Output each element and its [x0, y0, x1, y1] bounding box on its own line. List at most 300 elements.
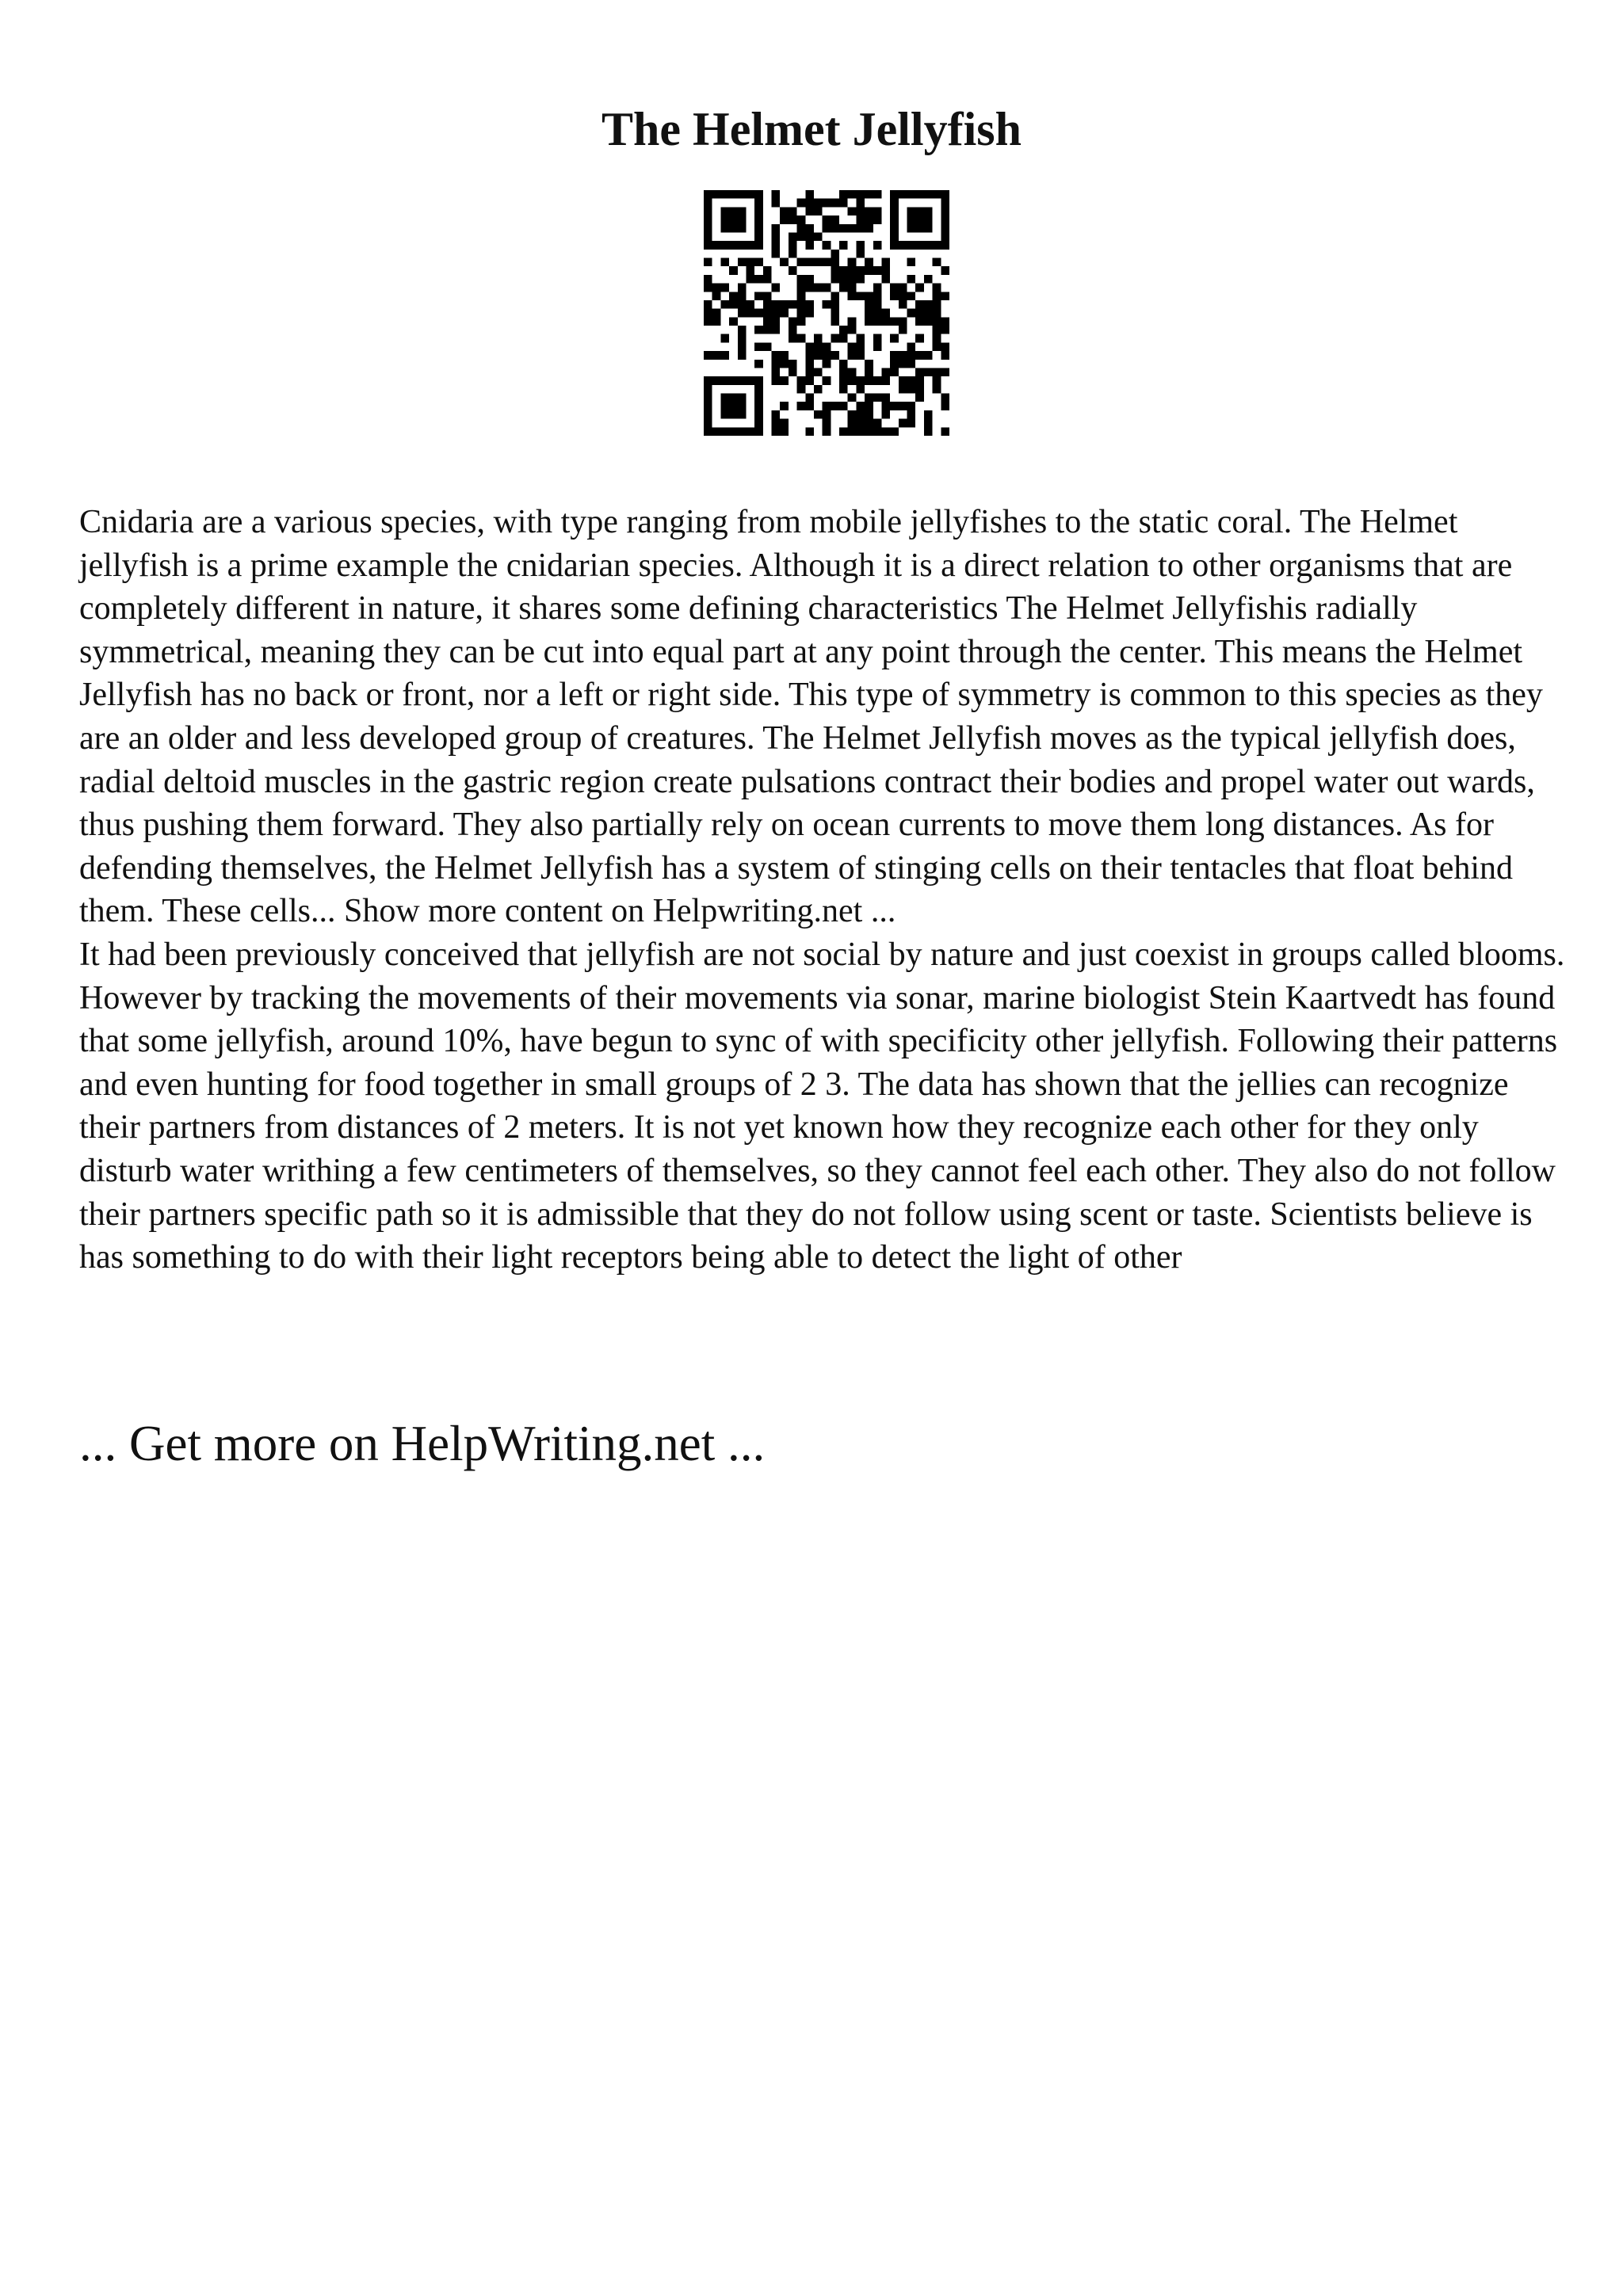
qr-module [704, 402, 712, 410]
qr-module [907, 419, 916, 428]
qr-module [907, 385, 916, 394]
qr-module [856, 199, 865, 208]
qr-module [899, 402, 907, 410]
qr-module [881, 376, 890, 385]
qr-module [772, 410, 781, 419]
qr-module [738, 207, 747, 215]
qr-module [831, 275, 839, 284]
qr-module [823, 224, 831, 233]
qr-module [772, 241, 781, 250]
qr-module [865, 427, 873, 436]
qr-module [746, 309, 754, 318]
qr-module [763, 342, 772, 351]
qr-module [789, 241, 797, 250]
qr-module [873, 376, 882, 385]
qr-module [823, 300, 831, 309]
qr-module [856, 224, 865, 233]
qr-module [873, 266, 882, 275]
qr-module [848, 275, 857, 284]
qr-module [899, 190, 907, 199]
qr-module [839, 368, 848, 376]
qr-module [772, 360, 781, 368]
qr-module [754, 232, 763, 241]
qr-module [839, 360, 848, 368]
qr-module [873, 190, 882, 199]
qr-module [865, 410, 873, 419]
qr-module [890, 360, 899, 368]
qr-module [772, 284, 781, 292]
qr-module [823, 351, 831, 360]
qr-module [890, 241, 899, 250]
qr-module [915, 284, 924, 292]
qr-module [772, 351, 781, 360]
qr-module [941, 351, 949, 360]
qr-module [738, 241, 747, 250]
qr-module [746, 275, 754, 284]
qr-module [805, 232, 814, 241]
qr-module [933, 334, 941, 343]
qr-module [746, 300, 754, 309]
qr-module [738, 376, 747, 385]
qr-module [915, 241, 924, 250]
qr-module [772, 368, 781, 376]
qr-module [814, 258, 823, 267]
qr-module [848, 284, 857, 292]
qr-module [772, 300, 781, 309]
qr-module [831, 317, 839, 326]
qr-module [789, 232, 797, 241]
qr-module [720, 207, 729, 215]
qr-module [873, 427, 882, 436]
qr-module [915, 351, 924, 360]
qr-module [924, 427, 933, 436]
qr-module [865, 190, 873, 199]
qr-module [907, 292, 916, 300]
qr-module [763, 275, 772, 284]
qr-module [704, 258, 712, 267]
qr-module [839, 326, 848, 334]
qr-module [797, 334, 806, 343]
qr-module [941, 241, 949, 250]
qr-module [763, 266, 772, 275]
qr-module [873, 334, 882, 343]
qr-module [865, 317, 873, 326]
qr-module [924, 215, 933, 224]
qr-module [763, 309, 772, 318]
qr-module [924, 207, 933, 215]
qr-module [805, 284, 814, 292]
qr-module [873, 309, 882, 318]
qr-module [899, 376, 907, 385]
qr-module [899, 360, 907, 368]
qr-module [720, 190, 729, 199]
qr-module [907, 275, 916, 284]
qr-module [848, 427, 857, 436]
qr-module [814, 232, 823, 241]
qr-module [941, 342, 949, 351]
qr-module [839, 224, 848, 233]
qr-module [780, 351, 789, 360]
qr-module [865, 258, 873, 267]
qr-module [780, 258, 789, 267]
qr-module [890, 190, 899, 199]
qr-module [873, 284, 882, 292]
qr-module [848, 342, 857, 351]
qr-module [915, 317, 924, 326]
qr-module [856, 190, 865, 199]
qr-module [831, 292, 839, 300]
qr-module [839, 402, 848, 410]
qr-module [797, 224, 806, 233]
qr-module [865, 207, 873, 215]
qr-module [720, 258, 729, 267]
qr-module [856, 376, 865, 385]
qr-module [805, 258, 814, 267]
qr-module [738, 190, 747, 199]
qr-module [720, 410, 729, 419]
qr-module [712, 241, 721, 250]
qr-module [789, 266, 797, 275]
qr-module [805, 376, 814, 385]
qr-module [805, 402, 814, 410]
qr-module [915, 309, 924, 318]
qr-module [704, 232, 712, 241]
qr-module [865, 300, 873, 309]
qr-module [907, 215, 916, 224]
qr-module [881, 427, 890, 436]
qr-module [814, 410, 823, 419]
qr-module [772, 250, 781, 258]
qr-module [831, 199, 839, 208]
qr-module [933, 385, 941, 394]
qr-module [933, 284, 941, 292]
qr-module [738, 342, 747, 351]
qr-module [915, 385, 924, 394]
get-more-link[interactable]: ... Get more on HelpWriting.net ... [79, 1416, 766, 1471]
qr-module [865, 292, 873, 300]
qr-module [814, 284, 823, 292]
qr-module [704, 419, 712, 428]
qr-module [754, 241, 763, 250]
qr-module [899, 284, 907, 292]
qr-module [890, 292, 899, 300]
qr-module [831, 250, 839, 258]
qr-module [831, 300, 839, 309]
qr-module [738, 334, 747, 343]
qr-module [873, 419, 882, 428]
qr-module [823, 427, 831, 436]
qr-module [805, 342, 814, 351]
qr-module [789, 250, 797, 258]
qr-module [848, 351, 857, 360]
qr-module [839, 190, 848, 199]
qr-module [924, 241, 933, 250]
qr-module [890, 207, 899, 215]
qr-module [772, 309, 781, 318]
qr-module [780, 376, 789, 385]
qr-module [881, 402, 890, 410]
qr-module [738, 326, 747, 334]
qr-module [754, 326, 763, 334]
qr-module [873, 207, 882, 215]
qr-module [933, 342, 941, 351]
qr-module [729, 402, 738, 410]
qr-module [704, 190, 712, 199]
qr-module [907, 190, 916, 199]
qr-module [899, 317, 907, 326]
qr-module [814, 334, 823, 343]
qr-module [712, 351, 721, 360]
qr-module [754, 360, 763, 368]
qr-module [933, 376, 941, 385]
qr-module [797, 275, 806, 284]
qr-module [720, 402, 729, 410]
qr-module [754, 309, 763, 318]
paragraph-1: Cnidaria are a various species, with type ranging from mobile jellyfishes to the static coral. The Helmet jellyfish is a prime example the cnidarian species. Although it is a direct relation to other organisms that are completely different in nature, it shares some defining characteristics The Helmet Jellyfishis radially symmetrical, meaning they can be cut into equal part at any point through the center. This means the Helmet Jellyfish has no back or front, nor a left or right side. This type of symmetry is common to this species as they are an older and less developed group of creatures. The Helmet Jellyfish moves as the typical jellyfish does, radial deltoid muscles in the gastric region create pulsations contract their bodies and propel water out wards, thus pushing them forward. They also partially rely on ocean currents to move them long distances. As for defending themselves, the Helmet Jellyfish has a system of stinging cells on their tentacles that float behind them. These cells... Show more content on Helpwriting.net ... [79, 504, 1543, 930]
qr-module [754, 190, 763, 199]
qr-module [712, 317, 721, 326]
qr-module [890, 232, 899, 241]
qr-module [856, 342, 865, 351]
qr-module [915, 224, 924, 233]
qr-module [899, 385, 907, 394]
qr-module [848, 317, 857, 326]
qr-module [823, 342, 831, 351]
qr-module [823, 376, 831, 385]
qr-module [754, 215, 763, 224]
qr-module [823, 360, 831, 368]
qr-module [848, 376, 857, 385]
qr-module [704, 284, 712, 292]
qr-module [924, 300, 933, 309]
qr-module [738, 351, 747, 360]
qr-module [780, 402, 789, 410]
qr-module [746, 241, 754, 250]
qr-module [907, 360, 916, 368]
qr-module [865, 224, 873, 233]
qr-module [933, 258, 941, 267]
qr-module [890, 284, 899, 292]
qr-module [933, 300, 941, 309]
qr-module [729, 190, 738, 199]
qr-module [831, 224, 839, 233]
qr-module [720, 215, 729, 224]
qr-module [738, 394, 747, 402]
qr-module [789, 215, 797, 224]
qr-module [941, 326, 949, 334]
qr-module [924, 309, 933, 318]
qr-module [754, 419, 763, 428]
qr-module [712, 309, 721, 318]
qr-module [823, 284, 831, 292]
qr-module [720, 334, 729, 343]
qr-module [941, 292, 949, 300]
qr-module [729, 207, 738, 215]
qr-module [712, 427, 721, 436]
qr-module [738, 410, 747, 419]
qr-module [772, 317, 781, 326]
qr-module [780, 207, 789, 215]
qr-module [873, 394, 882, 402]
qr-module [890, 368, 899, 376]
qr-module [789, 326, 797, 334]
qr-module [924, 410, 933, 419]
qr-module [780, 309, 789, 318]
qr-module [738, 309, 747, 318]
qr-module [865, 309, 873, 318]
qr-module [924, 419, 933, 428]
qr-module [805, 241, 814, 250]
qr-module [865, 394, 873, 402]
qr-module [823, 410, 831, 419]
qr-module [754, 394, 763, 402]
qr-module [865, 402, 873, 410]
qr-module [907, 207, 916, 215]
qr-module [865, 376, 873, 385]
qr-module [907, 402, 916, 410]
qr-module [729, 215, 738, 224]
qr-module [738, 300, 747, 309]
qr-module [848, 368, 857, 376]
qr-module [720, 224, 729, 233]
qr-module [856, 215, 865, 224]
qr-module [941, 368, 949, 376]
qr-module [814, 385, 823, 394]
qr-module [907, 258, 916, 267]
qr-module [797, 376, 806, 385]
qr-module [881, 317, 890, 326]
qr-module [831, 215, 839, 224]
qr-module [865, 368, 873, 376]
qr-module [907, 351, 916, 360]
qr-module [924, 368, 933, 376]
qr-module [754, 342, 763, 351]
qr-module [814, 368, 823, 376]
qr-module [704, 394, 712, 402]
qr-module [780, 419, 789, 428]
qr-module [729, 241, 738, 250]
qr-module [805, 351, 814, 360]
qr-module [899, 241, 907, 250]
qr-module [729, 317, 738, 326]
qr-module [814, 199, 823, 208]
qr-module [772, 419, 781, 428]
qr-module [746, 258, 754, 267]
qr-module [848, 326, 857, 334]
qr-module [772, 376, 781, 385]
qr-module [805, 368, 814, 376]
qr-module [814, 351, 823, 360]
qr-module [907, 342, 916, 351]
qr-module [780, 427, 789, 436]
qr-module [772, 427, 781, 436]
qr-module [831, 351, 839, 360]
qr-module [797, 309, 806, 318]
qr-module [831, 334, 839, 343]
qr-module [881, 368, 890, 376]
qr-module [873, 292, 882, 300]
qr-module [754, 258, 763, 267]
qr-module [881, 394, 890, 402]
qr-module [941, 207, 949, 215]
qr-module [881, 410, 890, 419]
qr-module [924, 190, 933, 199]
qr-module [729, 292, 738, 300]
qr-module [772, 190, 781, 199]
qr-module [873, 300, 882, 309]
qr-module [890, 427, 899, 436]
qr-module [772, 326, 781, 334]
qr-module [881, 258, 890, 267]
qr-module [856, 385, 865, 394]
qr-module [797, 232, 806, 241]
qr-module [823, 241, 831, 250]
qr-module [924, 224, 933, 233]
qr-module [814, 207, 823, 215]
qr-module [890, 402, 899, 410]
qr-module [890, 224, 899, 233]
qr-module [848, 292, 857, 300]
qr-module [720, 241, 729, 250]
qr-module [865, 419, 873, 428]
qr-module [856, 402, 865, 410]
qr-module [907, 376, 916, 385]
qr-module [848, 207, 857, 215]
qr-module [899, 326, 907, 334]
qr-module [915, 394, 924, 402]
qr-module [933, 309, 941, 318]
qr-module [704, 275, 712, 284]
qr-module [712, 292, 721, 300]
qr-module [729, 300, 738, 309]
qr-module [763, 300, 772, 309]
qr-module [899, 292, 907, 300]
qr-module [848, 266, 857, 275]
qr-module [823, 258, 831, 267]
qr-module [856, 410, 865, 419]
qr-module [704, 215, 712, 224]
qr-module [797, 402, 806, 410]
qr-module [780, 360, 789, 368]
qr-module [704, 317, 712, 326]
qr-module [805, 394, 814, 402]
qr-module [704, 241, 712, 250]
qr-module [729, 427, 738, 436]
qr-module [873, 317, 882, 326]
qr-module [805, 360, 814, 368]
qr-module [839, 376, 848, 385]
qr-module [704, 427, 712, 436]
qr-module [789, 334, 797, 343]
qr-module [704, 410, 712, 419]
qr-module [754, 376, 763, 385]
qr-module [899, 419, 907, 428]
qr-module [805, 275, 814, 284]
qr-module [941, 266, 949, 275]
qr-module [720, 394, 729, 402]
qr-module [915, 368, 924, 376]
qr-module [856, 207, 865, 215]
qr-module [797, 258, 806, 267]
qr-module [881, 309, 890, 318]
qr-module [797, 300, 806, 309]
qr-module [729, 410, 738, 419]
qr-module [814, 342, 823, 351]
qr-module [746, 376, 754, 385]
qr-module [704, 199, 712, 208]
qr-module [704, 309, 712, 318]
qr-module [915, 334, 924, 343]
